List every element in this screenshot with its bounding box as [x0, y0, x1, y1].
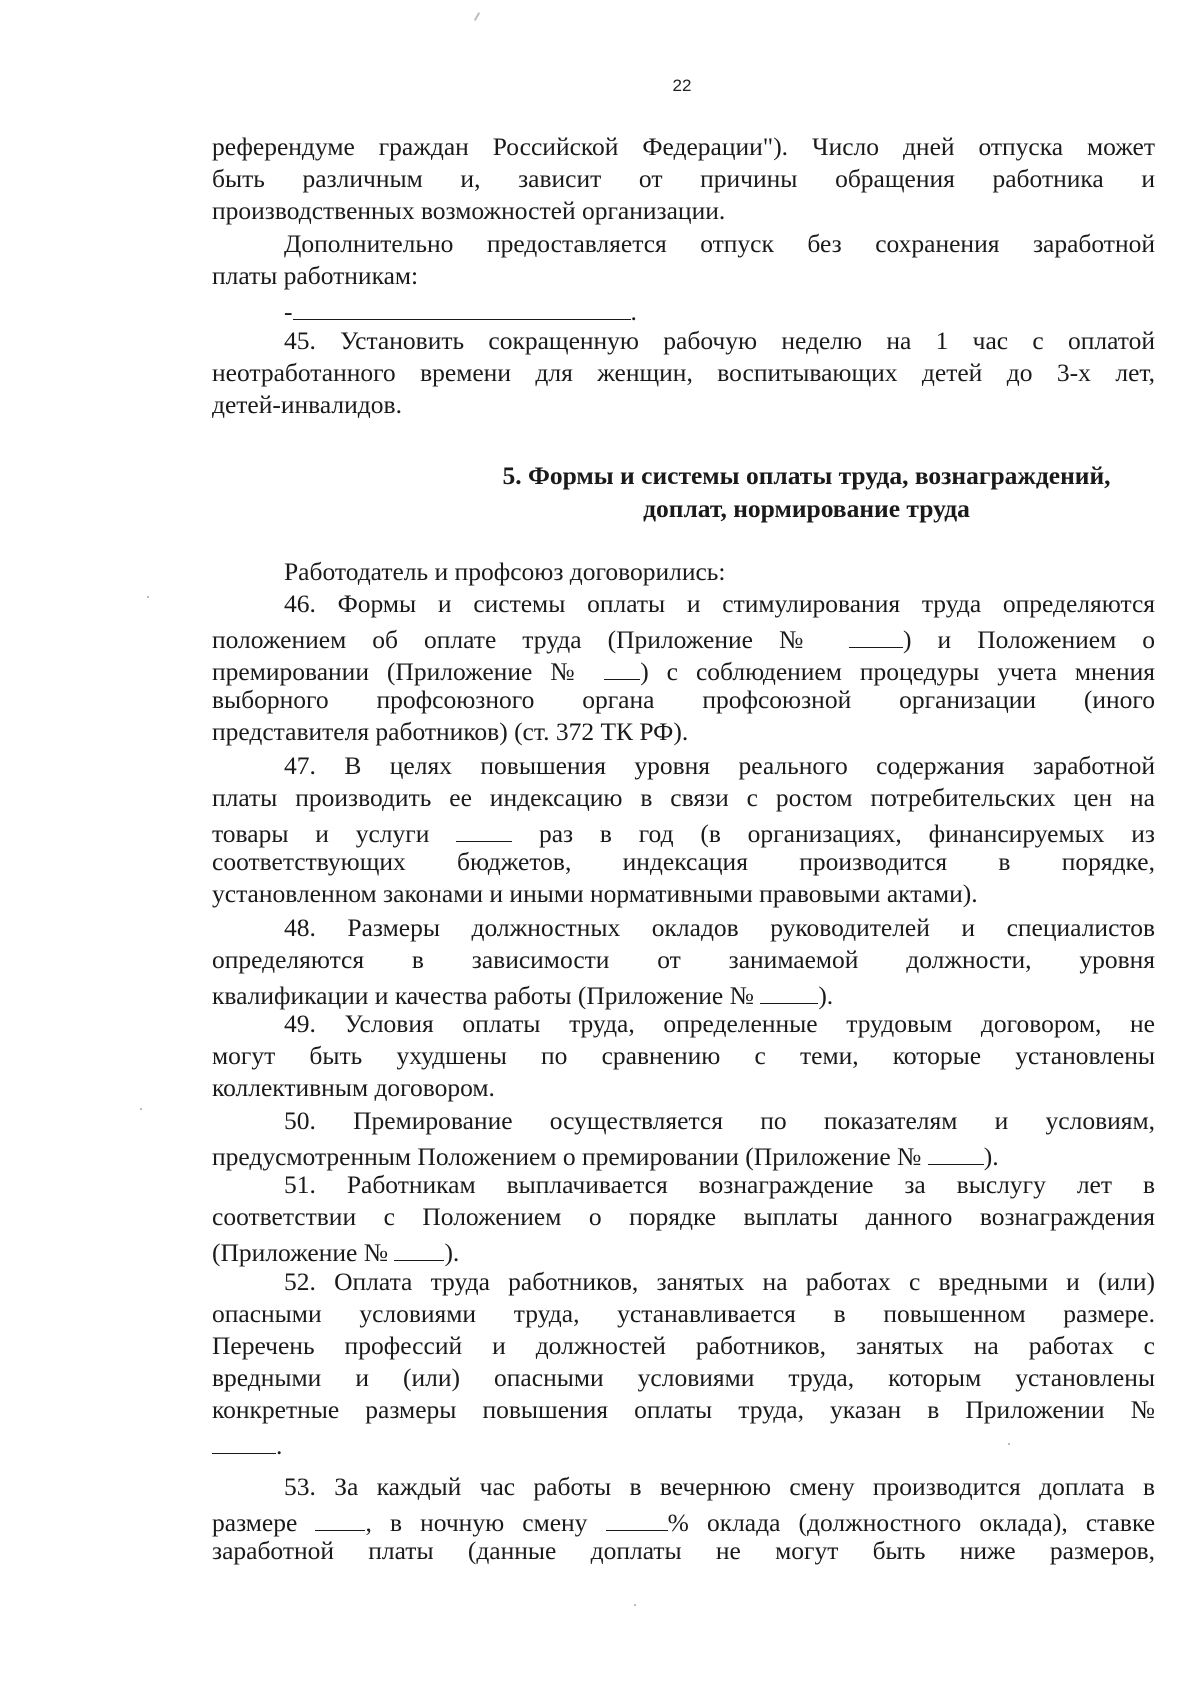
- text-line: платы работникам:: [212, 261, 419, 290]
- clause-45-line: 45. Установить сокращенную рабочую неделю на 1 час с оплатой: [284, 326, 1155, 355]
- text-line: коллективным договором.: [212, 1073, 495, 1102]
- text-line-with-blank: [212, 1503, 1155, 1535]
- text-fragment: ).: [444, 1237, 460, 1267]
- blank-field: [212, 1426, 276, 1454]
- text-fragment: раз в год (в организациях, финансируемых из: [538, 818, 1155, 848]
- blank-field: [394, 1233, 444, 1261]
- text-fragment: ).: [818, 980, 834, 1010]
- text-line: Дополнительно предоставляется отпуск без сохранения заработной: [284, 229, 1155, 258]
- dash-text: -: [284, 296, 293, 326]
- text-fragment: ).: [983, 1141, 999, 1171]
- text-line-with-blank: [212, 1233, 1155, 1265]
- text-line: соответствии с Положением о порядке выплаты данного вознаграждения: [212, 1202, 1155, 1231]
- text-line: Работодатель и профсоюз договорились:: [284, 557, 726, 586]
- scan-speck: [140, 1108, 142, 1110]
- clause-52-line: 52. Оплата труда работников, занятых на работах с вредными и (или): [284, 1267, 1155, 1296]
- text-line: могут быть ухудшены по сравнению с теми, которые установлены: [212, 1041, 1155, 1070]
- text-line: вредными и (или) опасными условиями труда, которым установлены: [212, 1363, 1155, 1392]
- text-line: детей-инвалидов.: [212, 390, 402, 419]
- text-line: быть различным и, зависит от причины обращения работника и: [212, 164, 1155, 193]
- clause-48-line: 48. Размеры должностных окладов руководителей и специалистов: [284, 913, 1155, 942]
- text-fragment: предусмотренным Положением о премировании (Приложение №: [212, 1141, 922, 1171]
- text-line-with-blank: [284, 292, 1155, 324]
- text-fragment: , в ночную смену: [365, 1507, 588, 1537]
- text-line: референдуме граждан Российской Федерации"). Число дней отпуска может: [212, 132, 1155, 161]
- blank-field: [606, 1503, 668, 1531]
- text-fragment: премировании (Приложение №: [212, 656, 587, 686]
- clause-47-line: 47. В целях повышения уровня реального содержания заработной: [284, 751, 1155, 780]
- blank-field: [456, 814, 512, 842]
- scan-speck: [474, 12, 480, 21]
- blank-field: [293, 292, 631, 320]
- section-heading-line-2: доплат, нормирование труда: [643, 494, 970, 523]
- blank-field: [604, 652, 640, 680]
- text-fragment: квалификации и качества работы (Приложение №: [212, 980, 754, 1010]
- clause-46-line: 46. Формы и системы оплаты и стимулирования труда определяются: [284, 589, 1155, 618]
- text-fragment: положением об оплате труда (Приложение №: [212, 624, 823, 654]
- text-line-with-blank: [212, 814, 1155, 846]
- text-line: определяются в зависимости от занимаемой должности, уровня: [212, 945, 1155, 974]
- section-heading-line-1: 5. Формы и системы оплаты труда, вознаграждений,: [502, 461, 1111, 490]
- text-fragment: % оклада (должностного оклада), ставке: [667, 1507, 1156, 1537]
- text-line: Перечень профессий и должностей работников, занятых на работах с: [212, 1331, 1155, 1360]
- text-line: неотработанного времени для женщин, воспитывающих детей до 3-х лет,: [212, 358, 1155, 387]
- text-line: заработной платы (данные доплаты не могут быть ниже размеров,: [212, 1536, 1155, 1565]
- text-line: опасными условиями труда, устанавливается в повышенном размере.: [212, 1299, 1155, 1328]
- blank-field: [928, 1137, 984, 1165]
- text-fragment: (Приложение №: [212, 1237, 389, 1267]
- scan-speck: [634, 1604, 636, 1606]
- scan-speck: [1008, 1443, 1010, 1445]
- text-line: соответствующих бюджетов, индексация производится в порядке,: [212, 847, 1155, 876]
- text-line: производственных возможностей организации.: [212, 196, 726, 225]
- clause-53-line: 53. За каждый час работы в вечернюю смену производится доплата в: [284, 1472, 1155, 1501]
- text-line-with-blank: [212, 1426, 1155, 1458]
- text-line-with-blank: [212, 620, 1155, 652]
- blank-field: [315, 1503, 365, 1531]
- text-fragment: размере: [212, 1507, 298, 1537]
- text-fragment: .: [630, 296, 637, 326]
- text-fragment: ) с соблюдением процедуры учета мнения: [640, 656, 1155, 686]
- text-line: конкретные размеры повышения оплаты труда, указан в Приложении №: [212, 1395, 1155, 1424]
- text-line: платы производить ее индексацию в связи с ростом потребительских цен на: [212, 783, 1155, 812]
- text-line: установленном законами и иными нормативными правовыми актами).: [212, 879, 978, 908]
- clause-50-line: 50. Премирование осуществляется по показателям и условиям,: [284, 1106, 1155, 1135]
- text-line-with-blank: [212, 652, 1155, 684]
- page-number: 22: [672, 76, 692, 95]
- text-fragment: товары и услуги: [212, 818, 430, 848]
- text-line-with-blank: [212, 1137, 1155, 1169]
- text-line-with-blank: [212, 976, 1155, 1008]
- scan-speck: [147, 596, 149, 598]
- text-fragment: ) и Положением о: [903, 624, 1155, 654]
- clause-51-line: 51. Работникам выплачивается вознаграждение за выслугу лет в: [284, 1170, 1155, 1199]
- text-line: представителя работников) (ст. 372 ТК РФ).: [212, 717, 689, 746]
- clause-49-line: 49. Условия оплаты труда, определенные трудовым договором, не: [284, 1009, 1155, 1038]
- text-fragment: .: [276, 1430, 283, 1460]
- blank-field: [760, 976, 818, 1004]
- blank-field: [849, 620, 903, 648]
- text-line: выборного профсоюзного органа профсоюзной организации (иного: [212, 685, 1155, 714]
